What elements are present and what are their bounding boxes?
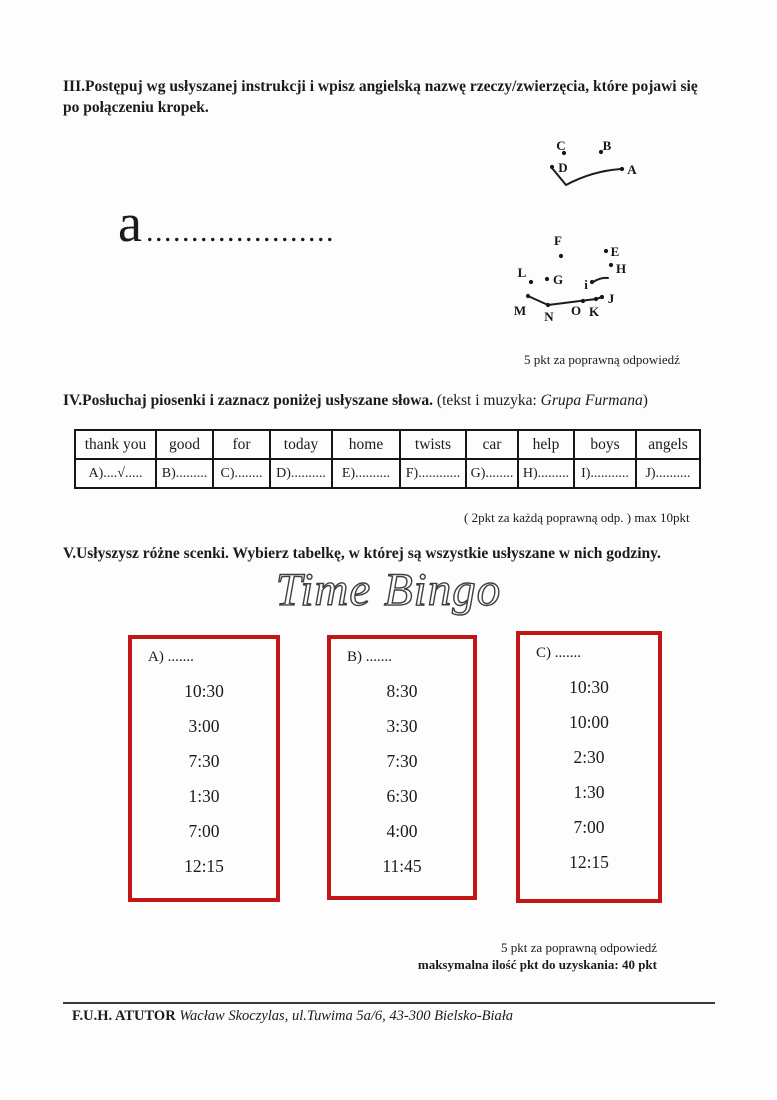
puzzle-label-E: E (610, 244, 620, 259)
answer-cell: D).......... (270, 459, 332, 488)
time-value: 7:00 (573, 817, 605, 837)
time-box-c-times (520, 670, 658, 880)
puzzle-label-L: L (517, 265, 527, 280)
puzzle-dot-H (609, 263, 613, 267)
puzzle-label-K: K (588, 304, 600, 319)
puzzle-label-C: C (556, 138, 566, 153)
time-box-b-times (331, 674, 473, 884)
answer-cell: G)........ (466, 459, 518, 488)
puzzle-dot-F (559, 254, 563, 258)
section-iii-points-note: 5 pkt za poprawną odpowiedź (524, 352, 680, 367)
time-bingo-title: Time Bingo (275, 564, 502, 616)
section-iv-heading-normal: (tekst i muzyka: (433, 392, 541, 409)
section-v-heading: V.Usłyszysz różne scenki. Wybierz tabelkę, w której są wszystkie usłyszane w nich godziny. (63, 545, 661, 562)
puzzle-label-G: G (552, 272, 564, 287)
time-value: 10:00 (569, 712, 609, 732)
puzzle-dot-J (600, 295, 604, 299)
time-value: 3:00 (188, 716, 220, 736)
section-iv-heading (63, 392, 743, 410)
words-table (74, 429, 701, 489)
points-note-line1: 5 pkt za poprawną odpowiedź (501, 940, 657, 955)
puzzle-label-F: F (554, 233, 562, 248)
answer-cell: J).......... (636, 459, 700, 488)
time-value: 2:30 (573, 747, 605, 767)
word-cell: today (270, 430, 332, 459)
time-value: 10:30 (184, 681, 224, 701)
section-iv-heading-italic: Grupa Furmana (540, 392, 643, 409)
puzzle-dot-N (546, 303, 550, 307)
time-value: 11:45 (382, 856, 422, 876)
company-address: Wacław Skoczylas, ul.Tuwima 5a/6, 43-300 Bielsko-Biała (175, 1008, 514, 1024)
puzzle-dot-K (594, 297, 598, 301)
company-name: F.U.H. ATUTOR (72, 1008, 176, 1024)
word-cell: boys (574, 430, 636, 459)
time-value: 8:30 (386, 681, 418, 701)
section-iv-heading-paren: ) (642, 392, 648, 409)
section-iv-points-note: ( 2pkt za każdą poprawną odp. ) max 10pkt (464, 510, 690, 525)
time-box-c (516, 631, 662, 903)
answer-dotted-line: ..................... (145, 215, 335, 248)
time-value: 12:15 (569, 852, 609, 872)
word-cell: help (518, 430, 574, 459)
puzzle-line (528, 296, 548, 305)
words-header-row (75, 430, 700, 459)
points-note-line2: maksymalna ilość pkt do uzyskania: 40 pkt (417, 957, 657, 972)
time-value: 7:30 (188, 751, 220, 771)
puzzle-label-N: N (544, 309, 554, 324)
time-value: 12:15 (184, 856, 224, 876)
time-box-a (128, 635, 280, 902)
answer-cell: E).......... (332, 459, 400, 488)
word-cell: good (156, 430, 213, 459)
time-box-a-label: A) ....... (148, 649, 194, 665)
answers-row (75, 459, 700, 488)
section-iii-heading: III.Postępuj wg usłyszanej instrukcji i wpisz angielską nazwę rzeczy/zwierzęcia, które pojawi się po połączeniu kropek. (63, 78, 698, 116)
puzzle-label-D: D (558, 160, 568, 175)
time-box-a-times (132, 674, 276, 884)
answer-letter: a (118, 193, 142, 253)
section-iv-heading-bold: IV.Posłuchaj piosenki i zaznacz poniżej usłyszane słowa. (63, 392, 434, 409)
puzzle-label-A: A (627, 162, 637, 177)
puzzle-dot-M (526, 294, 530, 298)
time-box-b (327, 635, 477, 900)
puzzle-label-B: B (602, 138, 612, 153)
puzzle-dot-L (529, 280, 533, 284)
answer-cell: F)............ (400, 459, 466, 488)
puzzle-dot-i (590, 280, 594, 284)
time-value: 1:30 (573, 782, 605, 802)
word-cell: angels (636, 430, 700, 459)
word-cell: for (213, 430, 270, 459)
time-box-b-label: B) ....... (347, 649, 392, 665)
time-box-c-label: C) ....... (536, 645, 581, 661)
puzzle-dot-E (604, 249, 608, 253)
answer-cell: B)......... (156, 459, 213, 488)
puzzle-label-i: i (584, 277, 588, 292)
time-value: 1:30 (188, 786, 220, 806)
puzzle-label-M: M (513, 303, 527, 318)
answer-cell: A)....√..... (75, 459, 156, 488)
puzzle-label-O: O (570, 303, 582, 318)
answer-cell: H)......... (518, 459, 574, 488)
puzzle-label-H: H (615, 261, 627, 276)
footer-company-line (72, 1008, 513, 1025)
time-value: 4:00 (386, 821, 418, 841)
word-cell: thank you (75, 430, 156, 459)
puzzle-dot-A (620, 167, 624, 171)
answer-blank-iii (118, 192, 335, 254)
word-cell: car (466, 430, 518, 459)
time-value: 10:30 (569, 677, 609, 697)
answer-cell: I)........... (574, 459, 636, 488)
puzzle-dot-O (581, 299, 585, 303)
time-value: 7:00 (188, 821, 220, 841)
puzzle-label-J: J (607, 291, 615, 306)
time-value: 6:30 (386, 786, 418, 806)
puzzle-dot-D (550, 165, 554, 169)
footer-divider (63, 1002, 715, 1004)
time-value: 3:30 (386, 716, 418, 736)
puzzle-line (593, 278, 608, 282)
word-cell: twists (400, 430, 466, 459)
time-value: 7:30 (386, 751, 418, 771)
answer-cell: C)........ (213, 459, 270, 488)
puzzle-dot-G (545, 277, 549, 281)
word-cell: home (332, 430, 400, 459)
dot-to-dot-puzzle (495, 128, 685, 328)
dot-puzzle-svg (495, 128, 685, 328)
section-v-points-notes (418, 939, 657, 973)
